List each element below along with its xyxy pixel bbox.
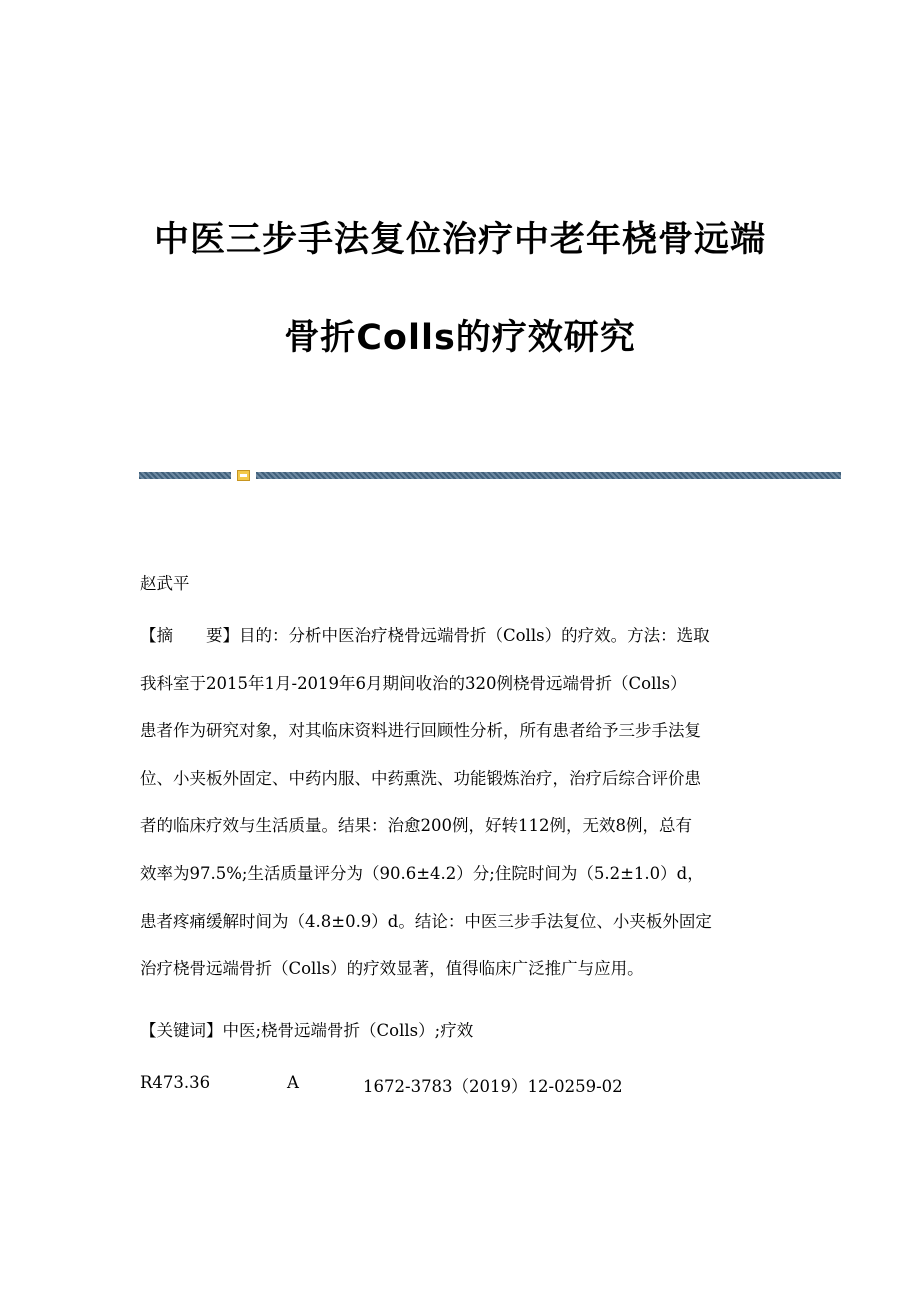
abstract-line: 效率为97.5%;生活质量评分为（90.6±4.2）分;住院时间为（5.2±1.0）d， [140,863,704,883]
keywords-text: 中医;桡骨远端骨折（Colls）;疗效 [222,1021,474,1040]
keywords [140,1017,473,1041]
abstract-label: 【摘 要】 [140,626,239,645]
abstract-line: 位、小夹板外固定、中药内服、中药熏洗、功能锻炼治疗，治疗后综合评价患 [140,768,701,788]
envelope-icon [237,470,250,481]
abstract [140,623,782,1004]
abstract-line: 患者作为研究对象，对其临床资料进行回顾性分析，所有患者给予三步手法复 [140,721,701,741]
abstract-line-text: 目的：分析中医治疗桡骨远端骨折（Colls）的疗效。方法：选取 [239,626,710,645]
divider-bar-left [139,472,231,479]
abstract-line: 我科室于2015年1月-2019年6月期间收治的320例桡骨远端骨折（Colls） [140,673,687,693]
abstract-line: 治疗桡骨远端骨折（Colls）的疗效显著，值得临床广泛推广与应用。 [140,959,644,979]
document-code: A [287,1073,299,1092]
article-id: 1672-3783（2019）12-0259-02 [363,1077,623,1096]
title-line-2: 骨折Colls的疗效研究 [284,318,636,358]
title-line-1: 中医三步手法复位治疗中老年桡骨远端 [153,220,766,260]
keywords-label: 【关键词】 [140,1021,223,1040]
clc-number: R473.36 [140,1073,211,1092]
divider-bar-right [256,472,841,479]
abstract-line: 患者疼痛缓解时间为（4.8±0.9）d。结论：中医三步手法复位、小夹板外固定 [140,911,712,931]
abstract-line: 者的临床疗效与生活质量。结果：治愈200例，好转112例，无效8例，总有 [140,816,692,836]
abstract-line [140,623,782,671]
title-divider [139,468,841,482]
author-name: 赵武平 [140,574,190,593]
